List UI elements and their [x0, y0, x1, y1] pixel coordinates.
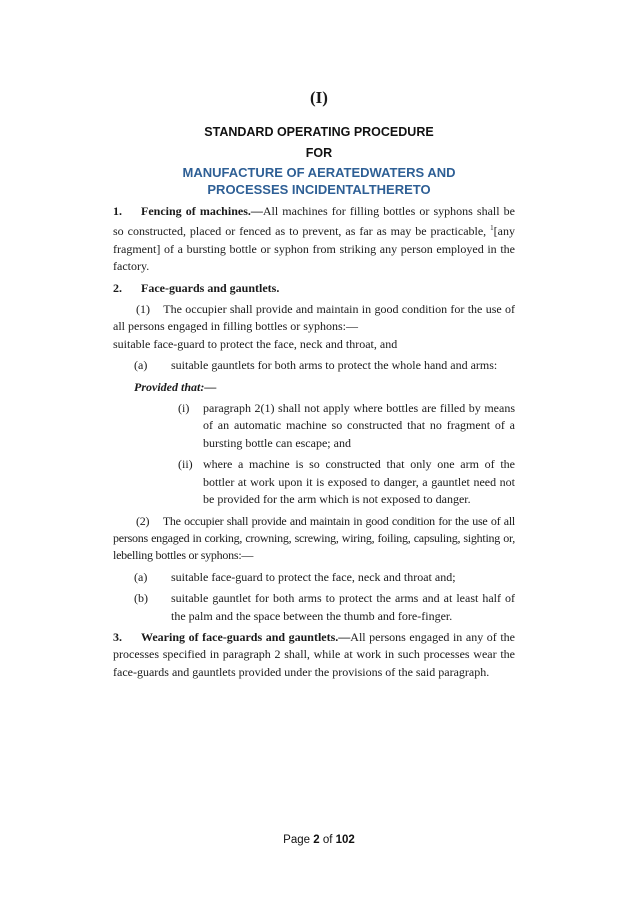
- heading-line-1: STANDARD OPERATING PROCEDURE: [204, 125, 434, 139]
- para-2-2-label: (2): [136, 513, 150, 528]
- footer-current-page: 2: [313, 834, 320, 846]
- clause-label: (b): [134, 591, 148, 606]
- proviso-i: [113, 400, 515, 452]
- section-number: (I): [310, 88, 328, 107]
- heading-line-2: FOR: [305, 146, 333, 160]
- footer-prefix: Page: [283, 834, 314, 846]
- section-1-title: Fencing of machines.—: [141, 204, 263, 218]
- clause-label: (a): [134, 569, 148, 584]
- footer-of: of: [319, 834, 336, 846]
- section-1-text-b: [any fragment] of a bursting bottle or syphon from striking any person employed in the factory.: [113, 224, 515, 274]
- clause-text: suitable gauntlets for both arms to protect the whole hand and arms:: [171, 358, 498, 373]
- heading-line-4: PROCESSES INCIDENTALTHERETO: [207, 182, 431, 197]
- section-1: [113, 203, 515, 276]
- section-2-number: 2.: [113, 280, 122, 295]
- section-3: [113, 629, 515, 681]
- proviso-label: (i): [178, 401, 190, 416]
- para-2-1-line: suitable face-guard to protect the face, neck and throat, and: [113, 336, 398, 351]
- clause-text: suitable face-guard to protect the face, neck and throat and;: [171, 569, 456, 584]
- section-3-title: Wearing of face-guards and gauntlets.—: [141, 629, 351, 644]
- footnote-ref: 1: [490, 224, 494, 233]
- section-3-text: All persons engaged in any of the processes specified in paragraph 2 shall, while at work in such processes wear the face-guards and gauntlets provided under the provisions of the said paragraph.: [113, 629, 515, 679]
- section-1-text-a: All machines for filling bottles or syphons shall be so constructed, placed or fenced as to prevent, as far as may be practicable,: [113, 204, 515, 239]
- page-footer: [0, 834, 638, 846]
- clause-label: (a): [134, 358, 148, 373]
- para-2-1: [113, 301, 515, 336]
- section-3-number: 3.: [113, 629, 122, 644]
- provided-that: Provided that:—: [134, 379, 217, 394]
- para-2-1-label: (1): [136, 302, 150, 317]
- proviso-ii: [113, 456, 515, 508]
- heading-line-3: MANUFACTURE OF AERATEDWATERS AND: [182, 165, 456, 180]
- para-2-2-text: The occupier shall provide and maintain in good condition for the use of all persons engaged in corking, crowning, screwing, wiring, foiling, capsuling, sighting or, lebelling bottles or syphons:—: [113, 513, 516, 563]
- proviso-text: where a machine is so constructed that only one arm of the bottler at work upon it is exposed to danger, a gauntlet need not be provided for the arm which is not exposed to danger.: [203, 457, 515, 507]
- footer-total-pages: 102: [335, 834, 355, 846]
- document-body: [113, 203, 515, 681]
- proviso-text: paragraph 2(1) shall not apply where bottles are filled by means of an automatic machine so constructed that no fragment of a bursting bottle can escape; and: [203, 401, 515, 450]
- clause-2-2-a: [113, 569, 515, 586]
- proviso-label: (ii): [178, 457, 193, 472]
- section-1-number: 1.: [113, 204, 122, 218]
- para-2-2: [113, 513, 515, 565]
- para-2-1-text: The occupier shall provide and maintain in good condition for the use of all persons engaged in filling bottles or syphons:—: [113, 302, 516, 334]
- clause-2-1-a: [113, 357, 515, 374]
- section-2-title: Face-guards and gauntlets.: [141, 280, 280, 295]
- section-2-heading: [113, 280, 515, 297]
- clause-text: suitable gauntlet for both arms to protect the arms and at least half of the palm and the space between the thumb and fore-finger.: [171, 591, 515, 623]
- clause-2-2-b: [113, 590, 515, 625]
